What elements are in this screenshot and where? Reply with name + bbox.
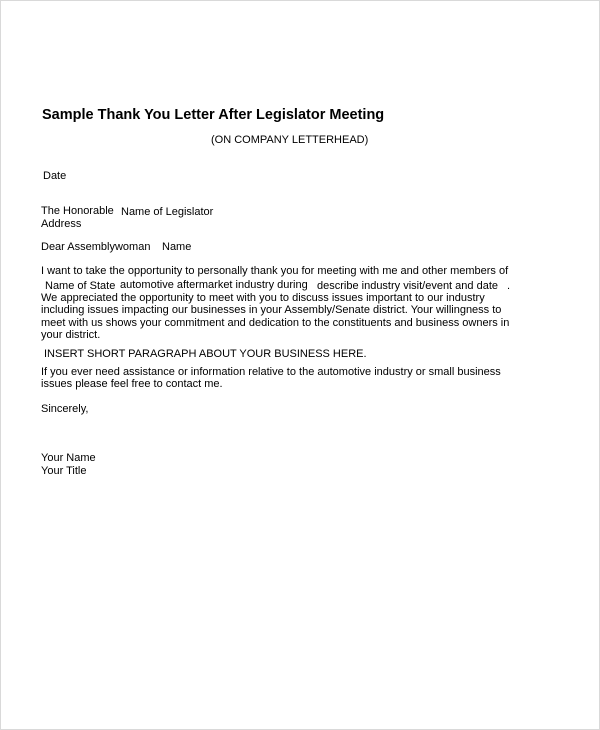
address-placeholder: Address (41, 218, 82, 230)
body-paragraph-2-line-2: issues please feel free to contact me. (41, 378, 223, 390)
closing: Sincerely, (41, 403, 89, 415)
salutation-name-placeholder: Name (162, 241, 192, 253)
salutation: Dear Assemblywoman (41, 241, 151, 253)
state-name-placeholder: Name of State (45, 280, 116, 292)
body-paragraph-1-line-4: including issues impacting our businesses in your Assembly/Senate district. Your willingness to (41, 304, 502, 316)
date-placeholder: Date (43, 170, 67, 182)
event-placeholder: describe industry visit/event and date (317, 280, 498, 292)
body-paragraph-1-period: . (507, 280, 511, 292)
letter-title: Sample Thank You Letter After Legislator Meeting (42, 107, 385, 123)
signature-name: Your Name (41, 452, 96, 464)
body-paragraph-1-line-3: We appreciated the opportunity to meet with you to discuss issues important to our industry (41, 292, 485, 304)
legislator-name-placeholder: Name of Legislator (121, 206, 214, 218)
body-paragraph-1-line-2: automotive aftermarket industry during (120, 279, 308, 291)
body-paragraph-2-line-1: If you ever need assistance or information relative to the automotive industry or small business (41, 366, 501, 378)
signature-title: Your Title (41, 465, 87, 477)
letterhead-note: (ON COMPANY LETTERHEAD) (211, 134, 369, 146)
body-paragraph-1-line-6: your district. (41, 329, 101, 341)
honorable-label: The Honorable (41, 205, 114, 217)
body-paragraph-1-line-1: I want to take the opportunity to personally thank you for meeting with me and other members of (41, 265, 509, 277)
insert-paragraph-placeholder: INSERT SHORT PARAGRAPH ABOUT YOUR BUSINESS HERE. (44, 348, 367, 360)
body-paragraph-1-line-5: meet with us shows your commitment and dedication to the constituents and business owners in (41, 317, 510, 329)
